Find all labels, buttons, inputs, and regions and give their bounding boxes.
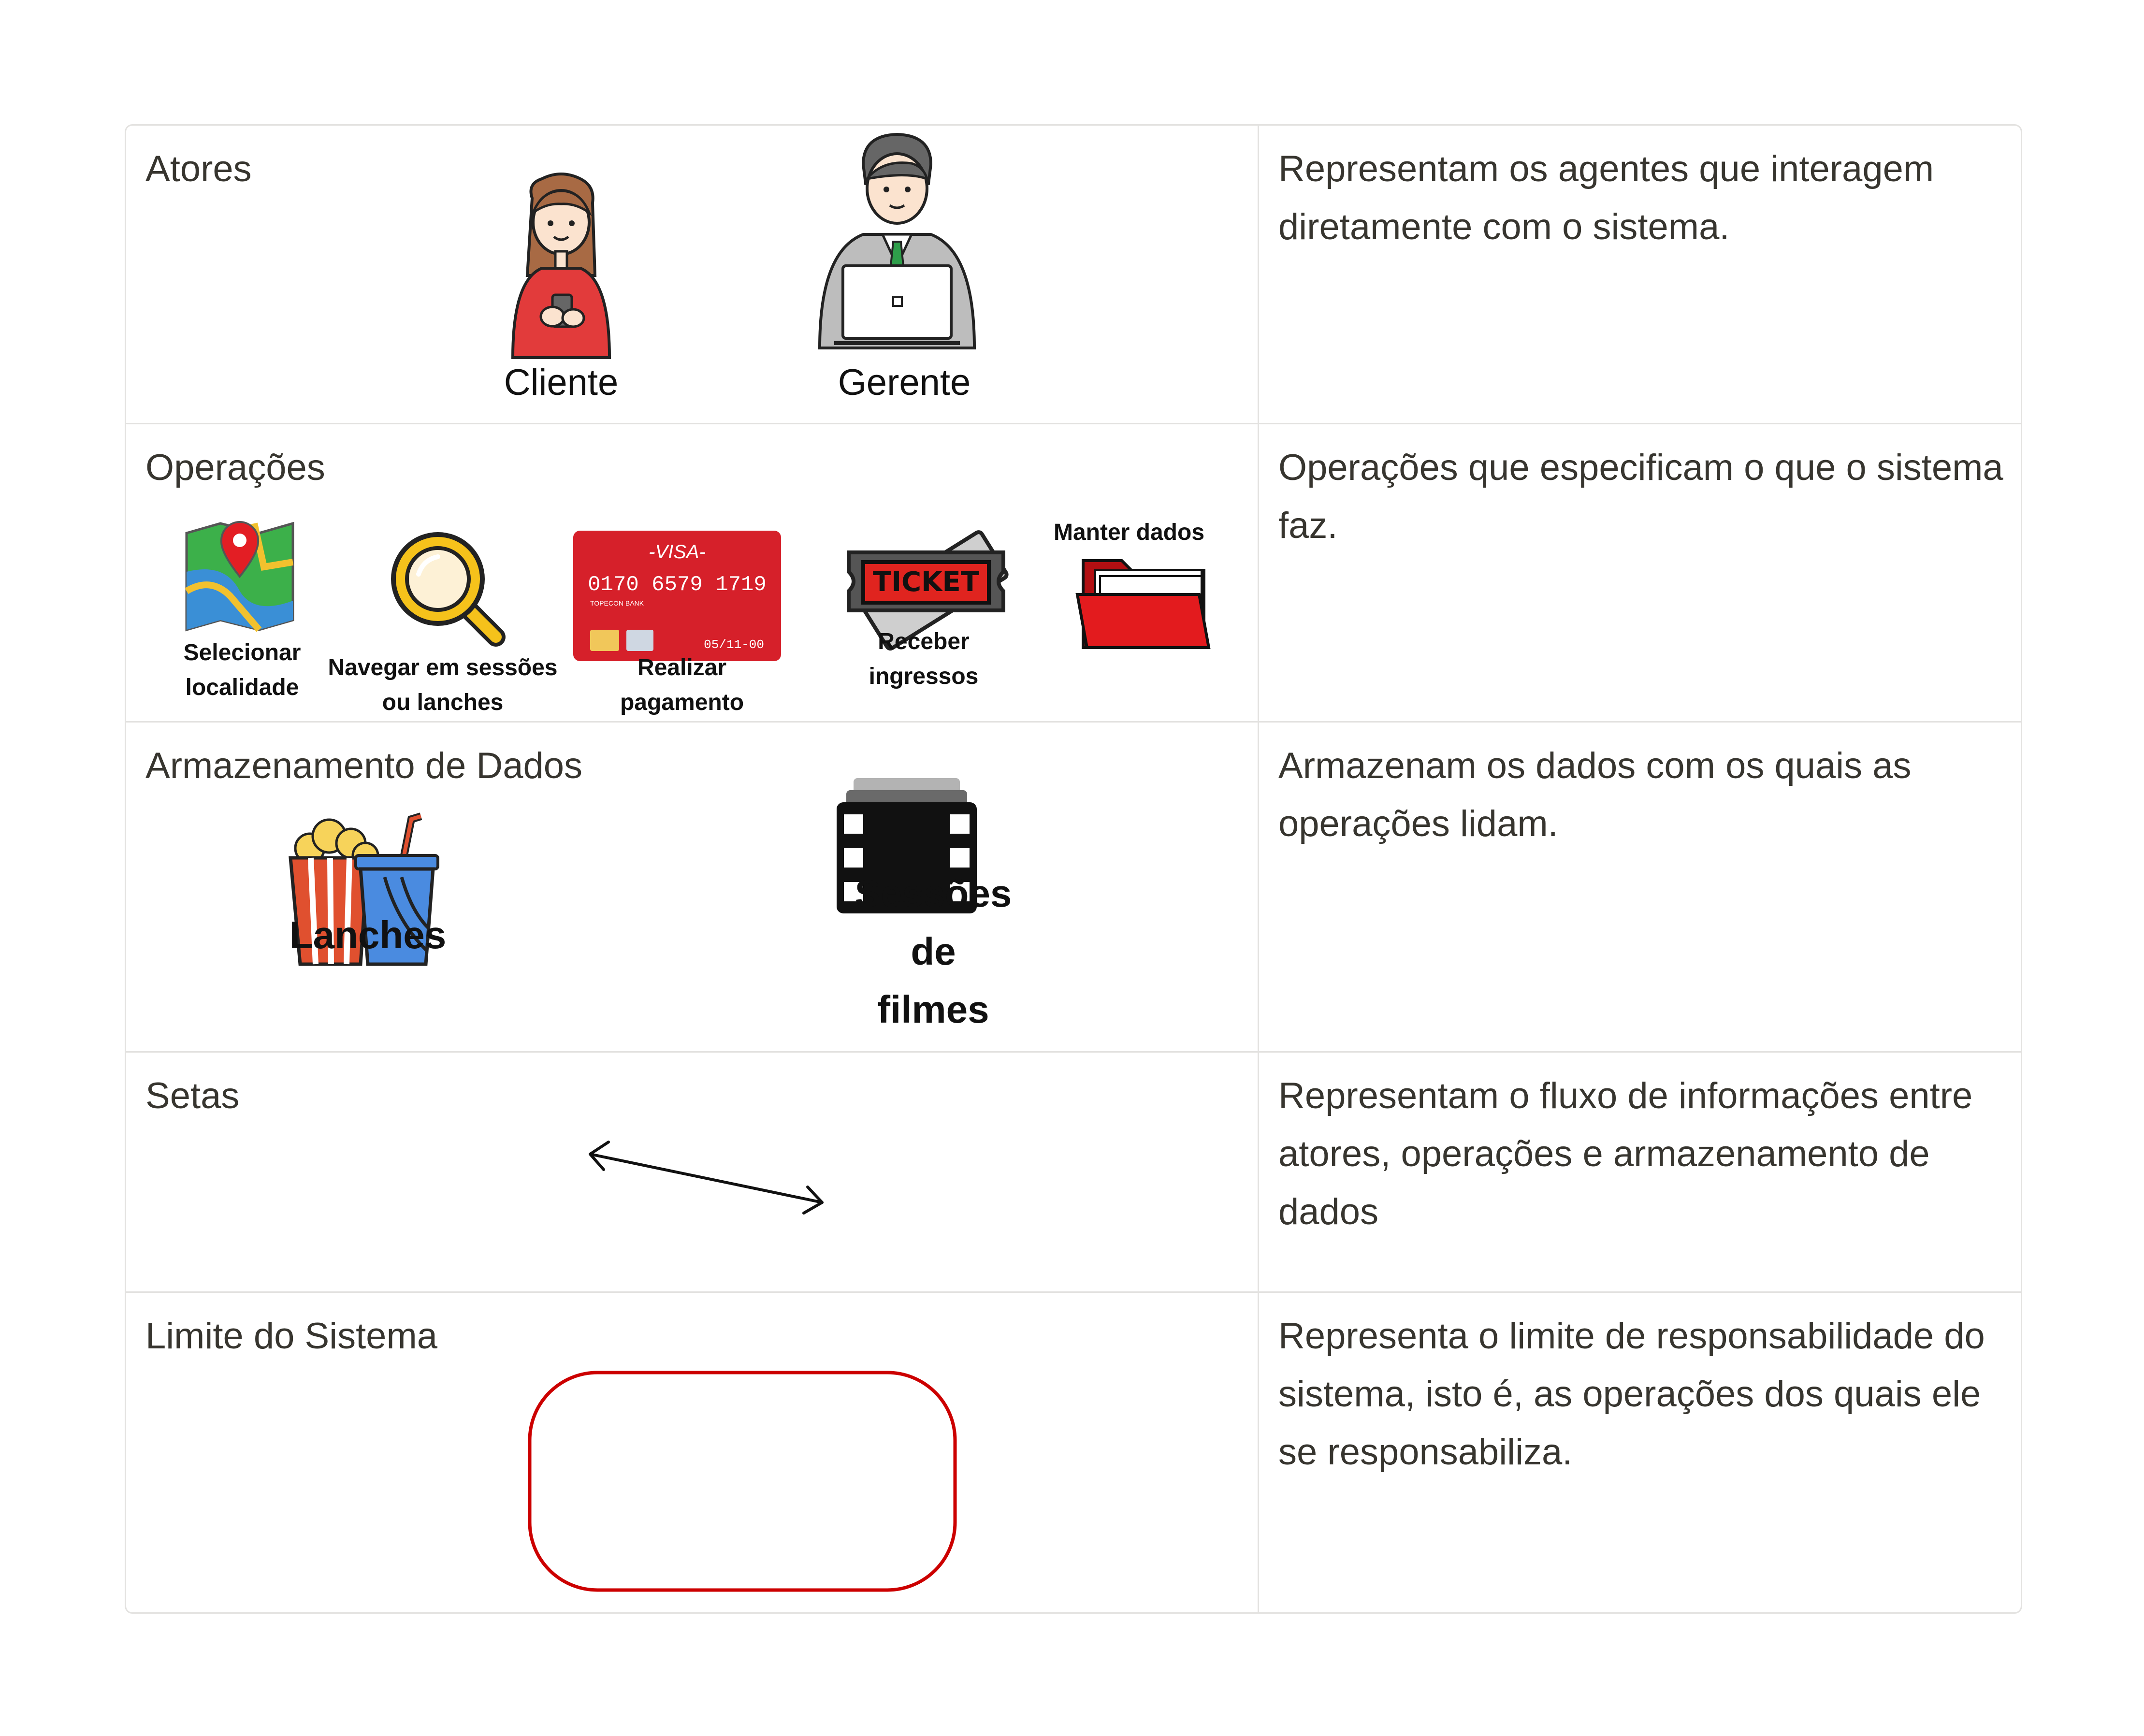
row-title: Atores — [145, 148, 252, 189]
label-line: Manter dados — [1053, 520, 1205, 545]
label-line: Selecionar — [183, 640, 301, 665]
row-description: Representa o limite de responsabilidade do sistema, isto é, as operações dos quais ele se responsabiliza. — [1278, 1316, 1985, 1473]
row-title: Setas — [145, 1075, 240, 1116]
cell-setas-description — [1259, 1053, 2021, 1291]
folder-icon — [1073, 551, 1214, 652]
map-pin-icon — [182, 519, 298, 635]
row-atores — [126, 126, 2021, 424]
ticket-text: TICKET — [873, 566, 979, 598]
data-label-lanches — [281, 906, 455, 964]
card-bank: TOPECON BANK — [590, 599, 644, 607]
row-description: Armazenam os dados com os quais as operações lidam. — [1278, 745, 1912, 844]
label-line: Receber — [878, 629, 970, 654]
cell-atores-description — [1259, 126, 2021, 423]
row-description: Operações que especificam o que o sistema faz. — [1278, 447, 2003, 546]
actor-label-gerente: Gerente — [838, 362, 971, 403]
row-operacoes — [126, 424, 2021, 723]
boundary-rect-icon — [527, 1370, 957, 1592]
man-with-laptop-icon — [810, 126, 984, 348]
actor-label-cliente: Cliente — [504, 362, 619, 403]
row-title: Limite do Sistema — [145, 1316, 438, 1357]
double-arrow-icon — [580, 1140, 832, 1217]
label-line: Navegar em sessões — [328, 655, 558, 680]
cell-armazenamento-description — [1259, 723, 2021, 1051]
row-armazenamento — [126, 723, 2021, 1053]
legend-table — [125, 124, 2022, 1614]
row-limite — [126, 1293, 2021, 1614]
label-line: pagamento — [620, 690, 744, 715]
op-label-navegar — [319, 651, 566, 720]
cell-armazenamento-visual — [126, 723, 1259, 1051]
op-label-pagamento — [609, 651, 754, 720]
card-number: 0170 6579 1719 — [588, 573, 767, 597]
row-setas — [126, 1053, 2021, 1293]
row-title: Operações — [145, 447, 325, 488]
card-brand: -VISA- — [649, 541, 706, 563]
cell-operacoes-description — [1259, 424, 2021, 721]
label-line: ingressos — [869, 664, 979, 689]
op-label-ingressos — [851, 624, 996, 694]
op-label-manter — [1049, 515, 1209, 550]
magnifier-icon — [385, 526, 510, 651]
label-line: Realizar — [637, 655, 727, 680]
label-line: Sessões de — [855, 872, 1012, 973]
data-label-sessoes — [841, 865, 1025, 1039]
credit-card-icon — [571, 528, 783, 664]
cell-setas-visual — [126, 1053, 1259, 1291]
woman-with-phone-icon — [498, 164, 624, 358]
cell-limite-visual — [126, 1293, 1259, 1614]
label-line: localidade — [185, 675, 299, 700]
row-description: Representam o fluxo de informações entre atores, operações e armazenamento de dados — [1278, 1075, 1973, 1232]
card-expiry: 05/11-00 — [704, 637, 764, 652]
cell-operacoes-visual — [126, 424, 1259, 721]
row-description: Representam os agentes que interagem diretamente com o sistema. — [1278, 148, 1934, 247]
row-title: Armazenamento de Dados — [145, 745, 583, 786]
label-line: filmes — [877, 988, 989, 1031]
label-line: Lanches — [289, 913, 447, 956]
op-label-selecionar — [170, 636, 315, 705]
cell-limite-description — [1259, 1293, 2021, 1614]
cell-atores-visual — [126, 126, 1259, 423]
label-line: ou lanches — [382, 690, 504, 715]
